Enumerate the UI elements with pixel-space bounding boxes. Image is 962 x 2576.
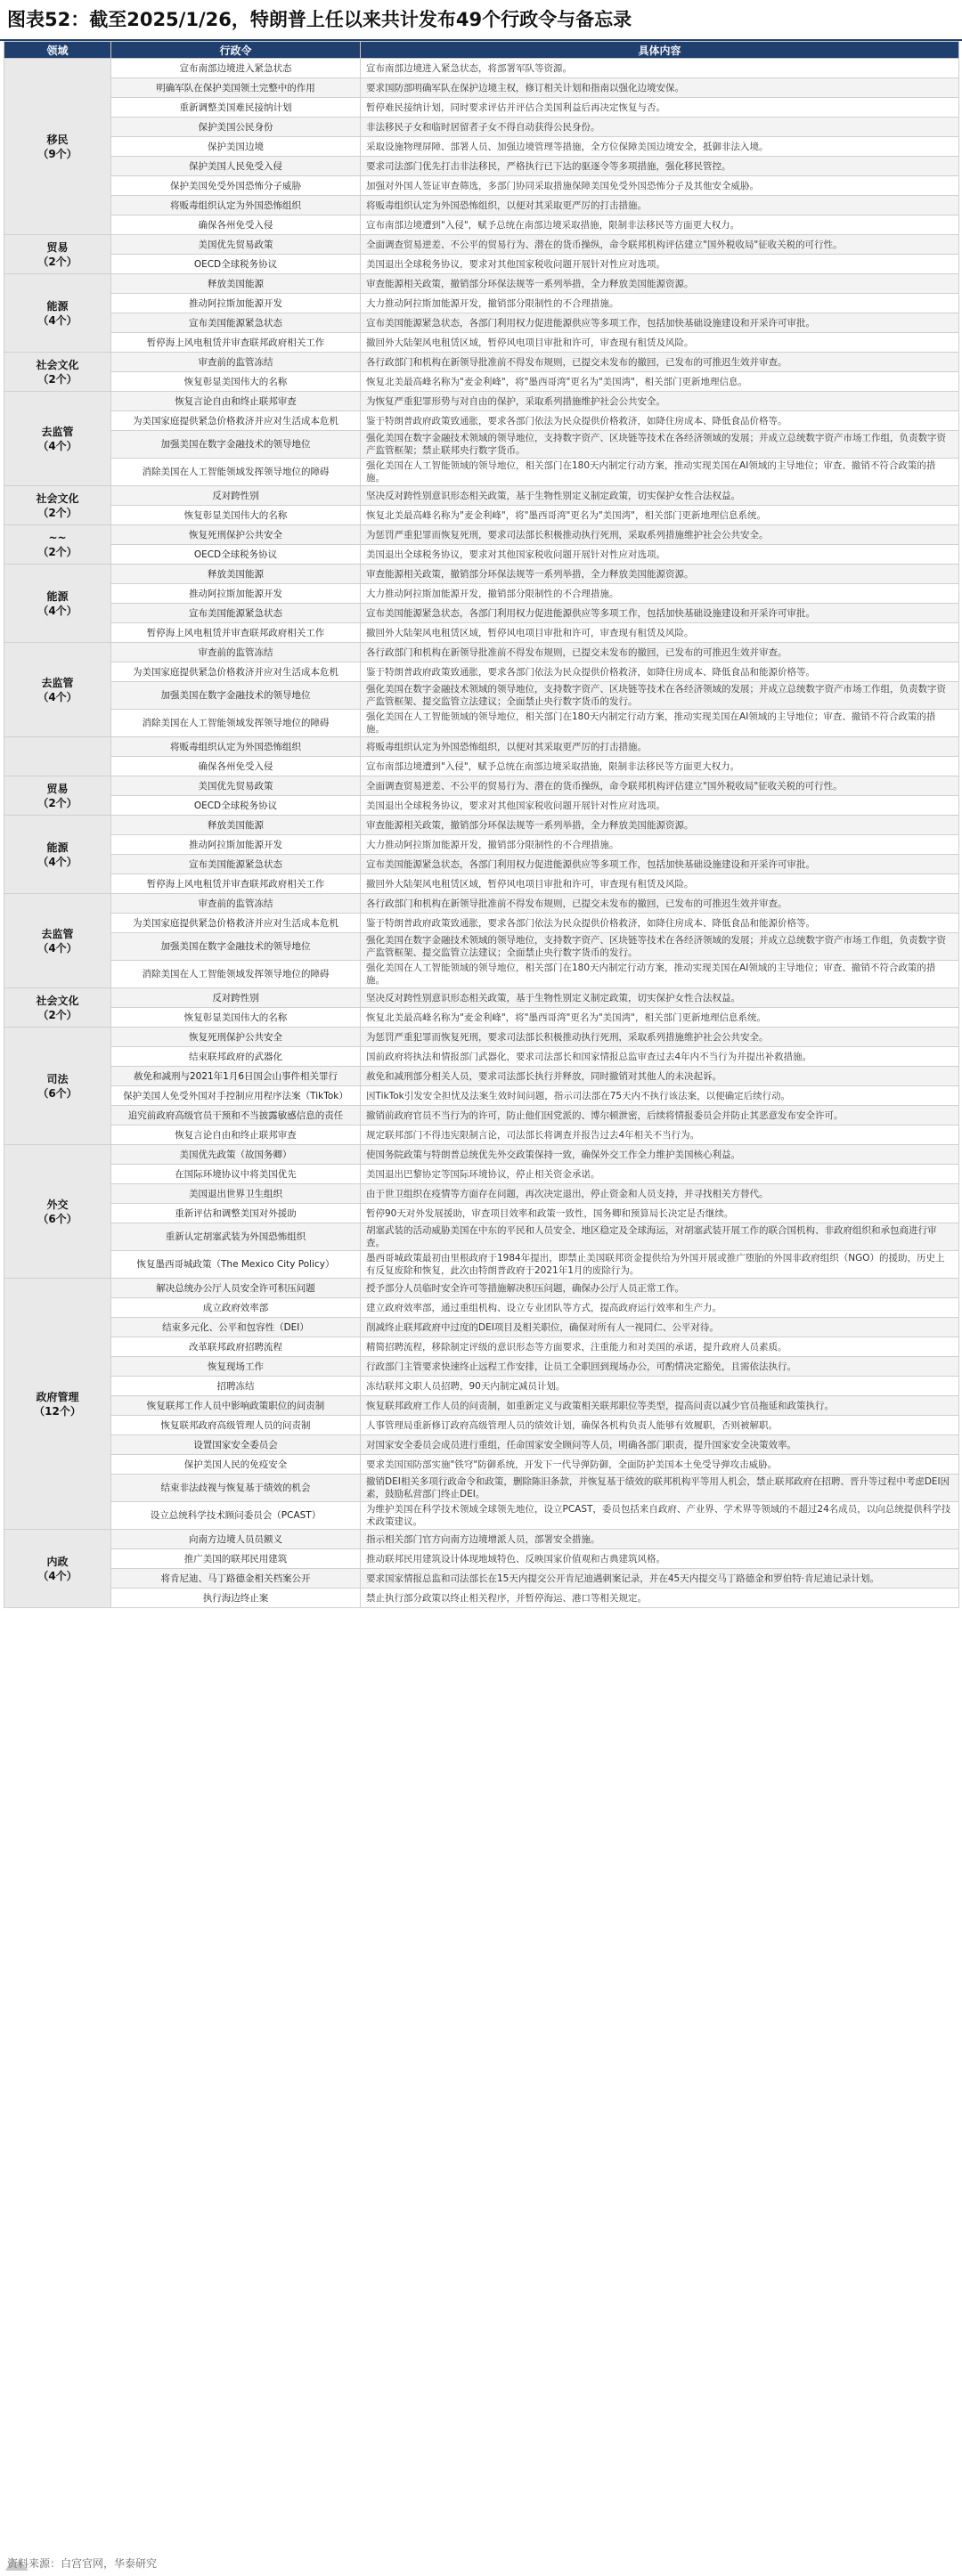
order-content-cell: 各行政部门和机构在新领导批准前不得发布规则，已提交未发布的撤回，已发布的可推迟生效并审查。 (361, 643, 959, 662)
table-row (4, 235, 959, 255)
table-row (4, 486, 959, 506)
order-name-cell: 暂停海上风电租赁并审查联邦政府相关工作 (111, 333, 361, 353)
table-row (4, 1416, 959, 1435)
order-content-cell: 国前政府将执法和情报部门武器化，要求司法部长和国家情报总监审查过去4年内不当行为并提出补救措施。 (361, 1047, 959, 1067)
table-row (4, 1435, 959, 1455)
domain-cell (4, 1145, 111, 1279)
order-content-cell: 对国家安全委员会成员进行重组，任命国家安全顾问等人员，明确各部门职责，提升国家安全决策效率。 (361, 1435, 959, 1455)
order-content-cell: 各行政部门和机构在新领导批准前不得发布规则，已提交未发布的撤回，已发布的可推迟生效并审查。 (361, 894, 959, 914)
order-name-cell: 反对跨性别 (111, 988, 361, 1008)
table-row (4, 1008, 959, 1028)
table-row (4, 157, 959, 176)
table-header-row (4, 42, 959, 59)
domain-cell (4, 643, 111, 737)
table-row (4, 961, 959, 988)
order-name-cell: 设置国家安全委员会 (111, 1435, 361, 1455)
order-content-cell: 非法移民子女和临时居留者子女不得自动获得公民身份。 (361, 118, 959, 137)
table-row (4, 1086, 959, 1106)
domain-name: 社会文化 (36, 492, 79, 505)
table-row (4, 1455, 959, 1475)
order-content-cell: 宣布南部边境遭到"入侵"，赋予总统在南部边境采取措施，限制非法移民等方面更大权力。 (361, 757, 959, 776)
order-name-cell: 美国优先贸易政策 (111, 235, 361, 255)
order-name-cell: 美国优先贸易政策 (111, 776, 361, 796)
domain-count: （4个） (37, 941, 77, 955)
order-name-cell: 推动阿拉斯加能源开发 (111, 294, 361, 313)
order-name-cell: 恢复死刑保护公共安全 (111, 1028, 361, 1047)
order-content-cell: 推动联邦民用建筑设计体现地域特色、反映国家价值观和古典建筑风格。 (361, 1549, 959, 1569)
domain-count: （4个） (37, 604, 77, 617)
order-name-cell: 结束联邦政府的武器化 (111, 1047, 361, 1067)
domain-name: 去监管 (41, 676, 74, 689)
order-content-cell: 将贩毒组织认定为外国恐怖组织，以便对其采取更严厉的打击措施。 (361, 196, 959, 215)
domain-name: 政府管理 (36, 1390, 79, 1403)
table-row (4, 1337, 959, 1357)
domain-count: （4个） (37, 1569, 77, 1582)
table-row (4, 1396, 959, 1416)
domain-name: 去监管 (41, 425, 74, 438)
order-content-cell: 鉴于特朗普政府政策致通胀，要求各部门依法为民众提供价格救济，如降住房成本、降低食品价格等。 (361, 411, 959, 431)
order-name-cell: 消除美国在人工智能领域发挥领导地位的障碍 (111, 710, 361, 737)
order-content-cell: 采取设施物理屏障、部署人员、加强边境管理等措施，全方位保障美国边境安全，抵御非法入境。 (361, 137, 959, 157)
order-content-cell: 宣布南部边境进入紧急状态，将部署军队等资源。 (361, 59, 959, 78)
order-content-cell: 削减终止联邦政府中过度的DEI项目及相关职位，确保对所有人一视同仁、公平对待。 (361, 1318, 959, 1337)
order-name-cell: 将肯尼迪、马丁路德金相关档案公开 (111, 1569, 361, 1589)
order-content-cell: 墨西哥城政策最初由里根政府于1984年提出，即禁止美国联邦资金提供给为外国开展或推广堕胎的外国非政府组织（NGO）的援助，历史上有反复废除和恢复，此次由特朗普政府于2021年1月的废除行为。 (361, 1251, 959, 1279)
order-content-cell: 为恢复严重犯罪形势与对自由的保护，采取系列措施维护社会公共安全。 (361, 392, 959, 411)
order-content-cell: 美国退出全球税务协议，要求对其他国家税收问题开展针对性应对选项。 (361, 545, 959, 565)
domain-cell (4, 988, 111, 1028)
domain-cell (4, 1530, 111, 1608)
order-content-cell: 为维护美国在科学技术领域全球领先地位，设立PCAST，委员包括来自政府、产业界、学术界等领域的不超过24名成员，以向总统提供科学技术政策建议。 (361, 1502, 959, 1530)
order-name-cell: 在国际环境协议中将美国优先 (111, 1165, 361, 1184)
order-content-cell: 强化美国在人工智能领域的领导地位，相关部门在180天内制定行动方案，推动实现美国在AI领域的主导地位；审查、撤销不符合政策的措施。 (361, 459, 959, 486)
order-name-cell: OECD全球税务协议 (111, 796, 361, 816)
order-content-cell: 要求司法部门优先打击非法移民，严格执行已下达的驱逐令等多项措施，强化移民管控。 (361, 157, 959, 176)
domain-cell (4, 565, 111, 643)
order-name-cell: 保护美国免受外国恐怖分子威胁 (111, 176, 361, 196)
order-content-cell: 大力推动阿拉斯加能源开发，撤销部分限制性的不合理措施。 (361, 584, 959, 604)
order-name-cell: 恢复墨西哥城政策（The Mexico City Policy） (111, 1251, 361, 1279)
order-name-cell: 保护美国边境 (111, 137, 361, 157)
table-row (4, 1106, 959, 1125)
order-content-cell: 授予部分人员临时安全许可等措施解决积压问题，确保办公厅人员正常工作。 (361, 1279, 959, 1298)
order-name-cell: 宣布美国能源紧急状态 (111, 855, 361, 874)
order-name-cell: 为美国家庭提供紧急价格救济并应对生活成本危机 (111, 411, 361, 431)
order-name-cell: 恢复死刑保护公共安全 (111, 525, 361, 545)
order-content-cell: 全面调查贸易逆差、不公平的贸易行为、潜在的货币操纵，命令联邦机构评估建立"国外税收局"征收关税的可行性。 (361, 776, 959, 796)
table-row (4, 662, 959, 682)
table-row (4, 835, 959, 855)
order-content-cell: 赦免和减刑部分相关人员，要求司法部长执行并释放，同时撤销对其他人的未决起诉。 (361, 1067, 959, 1086)
order-name-cell: 将贩毒组织认定为外国恐怖组织 (111, 737, 361, 757)
order-content-cell: 撤回外大陆架风电租赁区域，暂停风电项目审批和许可，审查现有租赁及风险。 (361, 333, 959, 353)
order-content-cell: 由于世卫组织在疫情等方面存在问题，再次决定退出，停止资金和人员支持，并寻找相关方替代。 (361, 1184, 959, 1204)
table-row (4, 1028, 959, 1047)
order-content-cell: 要求国防部明确军队在保护边境主权，修订相关计划和指南以强化边境安保。 (361, 78, 959, 98)
domain-count: （2个） (37, 1008, 77, 1021)
order-content-cell: 禁止执行部分政策以终止相关程序，并暂停海运、港口等相关规定。 (361, 1589, 959, 1608)
table-row (4, 372, 959, 392)
order-content-cell: 坚决反对跨性别意识形态相关政策，基于生物性别定义制定政策，切实保护女性合法权益。 (361, 988, 959, 1008)
domain-count: （4个） (37, 313, 77, 327)
order-name-cell: 重新评估和调整美国对外援助 (111, 1204, 361, 1223)
domain-name: 司法 (46, 1072, 69, 1085)
order-content-cell: 撤回外大陆架风电租赁区域，暂停风电项目审批和许可，审查现有租赁及风险。 (361, 623, 959, 643)
domain-cell (4, 392, 111, 486)
table-row (4, 1589, 959, 1608)
order-content-cell: 全面调查贸易逆差、不公平的贸易行为、潜在的货币操纵，命令联邦机构评估建立"国外税收局"征收关税的可行性。 (361, 235, 959, 255)
table-row (4, 431, 959, 459)
table-row (4, 59, 959, 78)
domain-name: 社会文化 (36, 358, 79, 371)
order-name-cell: 解决总统办公厅人员安全许可积压问题 (111, 1279, 361, 1298)
order-content-cell: 大力推动阿拉斯加能源开发，撤销部分限制性的不合理措施。 (361, 294, 959, 313)
table-row (4, 1549, 959, 1569)
order-content-cell: 强化美国在人工智能领域的领导地位，相关部门在180天内制定行动方案，推动实现美国在AI领域的主导地位；审查、撤销不符合政策的措施。 (361, 961, 959, 988)
header-content: 具体内容 (361, 42, 959, 59)
domain-count: （6个） (37, 1212, 77, 1225)
domain-cell (4, 525, 111, 565)
order-name-cell: 保护美国公民身份 (111, 118, 361, 137)
domain-name: 社会文化 (36, 994, 79, 1007)
table-row (4, 776, 959, 796)
domain-name: 能源 (46, 841, 69, 854)
table-row (4, 459, 959, 486)
order-name-cell: 结束非法歧视与恢复基于绩效的机会 (111, 1475, 361, 1502)
table-row (4, 545, 959, 565)
order-name-cell: 审查前的监管冻结 (111, 353, 361, 372)
order-content-cell: 恢复北美最高峰名称为"麦金利峰"，将"墨西哥湾"更名为"美国湾"，相关部门更新地理信息系统。 (361, 1008, 959, 1028)
order-name-cell: 明确军队在保护美国领土完整中的作用 (111, 78, 361, 98)
table-row (4, 894, 959, 914)
order-name-cell: 结束多元化、公平和包容性（DEI） (111, 1318, 361, 1337)
order-content-cell: 胡塞武装的活动威胁美国在中东的平民和人员安全、地区稳定及全球海运，对胡塞武装开展工作的联合国机构、非政府组织和承包商进行审查。 (361, 1223, 959, 1251)
domain-count: （2个） (37, 796, 77, 809)
domain-name: 移民 (46, 133, 69, 146)
order-name-cell: 保护美国人免受外国对手控制应用程序法案（TikTok） (111, 1086, 361, 1106)
table-row (4, 506, 959, 525)
table-row (4, 1204, 959, 1223)
table-row (4, 1184, 959, 1204)
domain-cell (4, 353, 111, 392)
order-name-cell: 为美国家庭提供紧急价格救济并应对生活成本危机 (111, 914, 361, 933)
order-name-cell: 审查前的监管冻结 (111, 643, 361, 662)
domain-name: 内政 (46, 1555, 69, 1568)
table-row (4, 1530, 959, 1549)
domain-cell (4, 737, 111, 776)
table-row (4, 313, 959, 333)
table-row (4, 1298, 959, 1318)
table-row (4, 682, 959, 710)
order-content-cell: 暂停90天对外发展援助，审查项目效率和政策一致性，国务卿和预算局长决定是否继续。 (361, 1204, 959, 1223)
order-name-cell: 恢复言论自由和终止联邦审查 (111, 1125, 361, 1145)
domain-name: 能源 (46, 589, 69, 603)
order-content-cell: 恢复联邦政府工作人员的问责制，如重新定义与政策相关联邦职位等类型，提高问责以减少官员拖延和政策执行。 (361, 1396, 959, 1416)
order-name-cell: 宣布美国能源紧急状态 (111, 604, 361, 623)
table-row (4, 1251, 959, 1279)
table-row (4, 1067, 959, 1086)
table-row (4, 757, 959, 776)
order-content-cell: 强化美国在数字金融技术领域的领导地位，支持数字资产、区块链等技术在各经济领域的发展；并成立总统数字资产市场工作组，负责数字资产监管框架；禁止联邦央行数字货币。 (361, 431, 959, 459)
source-footnote: 资料来源：白宫官网，华泰研究 (7, 2557, 158, 2570)
domain-count: （4个） (37, 690, 77, 703)
order-content-cell: 各行政部门和机构在新领导批准前不得发布规则，已提交未发布的撤回，已发布的可推迟生效并审查。 (361, 353, 959, 372)
table-row (4, 1125, 959, 1145)
header-order: 行政令 (111, 42, 361, 59)
domain-name: 能源 (46, 299, 69, 313)
table-row (4, 914, 959, 933)
table-row (4, 196, 959, 215)
table-row (4, 584, 959, 604)
table-row (4, 643, 959, 662)
order-name-cell: 宣布南部边境进入紧急状态 (111, 59, 361, 78)
table-row (4, 1145, 959, 1165)
order-content-cell: 美国退出巴黎协定等国际环境协议，停止相关资金承诺。 (361, 1165, 959, 1184)
table-row (4, 294, 959, 313)
order-name-cell: 释放美国能源 (111, 274, 361, 294)
order-name-cell: 释放美国能源 (111, 565, 361, 584)
order-name-cell: 释放美国能源 (111, 816, 361, 835)
figure-title: 图表52：截至2025/1/26，特朗普上任以来共计发布49个行政令与备忘录 (0, 0, 962, 41)
domain-cell (4, 486, 111, 525)
order-content-cell: 要求美国国防部实施"铁穹"防御系统，开发下一代导弹防御，全面防护美国本土免受导弹攻击威胁。 (361, 1455, 959, 1475)
order-content-cell: 宣布南部边境遭到"入侵"，赋予总统在南部边境采取措施，限制非法移民等方面更大权力。 (361, 215, 959, 235)
domain-count: （2个） (37, 545, 77, 558)
table-row (4, 1223, 959, 1251)
order-content-cell: 撤回外大陆架风电租赁区域，暂停风电项目审批和许可，审查现有租赁及风险。 (361, 874, 959, 894)
order-content-cell: 恢复北美最高峰名称为"麦金利峰"，将"墨西哥湾"更名为"美国湾"，相关部门更新地理信息。 (361, 372, 959, 392)
table-row (4, 525, 959, 545)
table-body (4, 59, 959, 1608)
order-content-cell: 规定联邦部门不得违宪限制言论，司法部长将调查并报告过去4年相关不当行为。 (361, 1125, 959, 1145)
table-row (4, 737, 959, 757)
order-name-cell: 恢复彰显美国伟大的名称 (111, 1008, 361, 1028)
order-name-cell: 为美国家庭提供紧急价格救济并应对生活成本危机 (111, 662, 361, 682)
table-row (4, 353, 959, 372)
order-name-cell: 确保各州免受入侵 (111, 757, 361, 776)
order-content-cell: 宣布美国能源紧急状态，各部门利用权力促进能源供应等多项工作，包括加快基础设施建设和开采许可审批。 (361, 855, 959, 874)
table-row (4, 816, 959, 835)
order-content-cell: 审查能源相关政策，撤销部分环保法规等一系列举措，全力释放美国能源资源。 (361, 274, 959, 294)
order-content-cell: 将贩毒组织认定为外国恐怖组织，以便对其采取更严厉的打击措施。 (361, 737, 959, 757)
order-name-cell: 加强美国在数字金融技术的领导地位 (111, 933, 361, 961)
order-name-cell: 加强美国在数字金融技术的领导地位 (111, 682, 361, 710)
order-content-cell: 建立政府效率部，通过重组机构、设立专业团队等方式，提高政府运行效率和生产力。 (361, 1298, 959, 1318)
order-name-cell: 将贩毒组织认定为外国恐怖组织 (111, 196, 361, 215)
order-name-cell: OECD全球税务协议 (111, 255, 361, 274)
order-name-cell: 暂停海上风电租赁并审查联邦政府相关工作 (111, 874, 361, 894)
table-row (4, 933, 959, 961)
order-content-cell: 大力推动阿拉斯加能源开发，撤销部分限制性的不合理措施。 (361, 835, 959, 855)
order-name-cell: 暂停海上风电租赁并审查联邦政府相关工作 (111, 623, 361, 643)
order-name-cell: 招聘冻结 (111, 1377, 361, 1396)
order-name-cell: 成立政府效率部 (111, 1298, 361, 1318)
order-content-cell: 人事管理局重新修订政府高级管理人员的绩效计划，确保各机构负责人能够有效履职，否则被解职。 (361, 1416, 959, 1435)
order-name-cell: 美国优先政策（故国务卿） (111, 1145, 361, 1165)
table-row (4, 710, 959, 737)
order-content-cell: 加强对外国人签证审查筛选，多部门协同采取措施保障美国免受外国恐怖分子及其他安全威胁。 (361, 176, 959, 196)
order-content-cell: 恢复北美最高峰名称为"麦金利峰"，将"墨西哥湾"更名为"美国湾"，相关部门更新地理信息系统。 (361, 506, 959, 525)
table-row (4, 333, 959, 353)
order-name-cell: 追究前政府高级官员干预和不当披露敏感信息的责任 (111, 1106, 361, 1125)
order-content-cell: 强化美国在数字金融技术领域的领导地位，支持数字资产、区块链等技术在各经济领域的发展；并成立总统数字资产市场工作组，负责数字资产监管框架、提交监管立法建议；全面禁止央行数字货币的发行。 (361, 682, 959, 710)
table-row (4, 565, 959, 584)
order-name-cell: 美国退出世界卫生组织 (111, 1184, 361, 1204)
order-content-cell: 指示相关部门官方向南方边境增派人员，部署安全措施。 (361, 1530, 959, 1549)
domain-count: （9个） (37, 147, 77, 160)
domain-cell (4, 816, 111, 894)
order-content-cell: 美国退出全球税务协议，要求对其他国家税收问题开展针对性应对选项。 (361, 796, 959, 816)
order-name-cell: 恢复联邦工作人员中影响政策职位的问责制 (111, 1396, 361, 1416)
order-content-cell: 为惩罚严重犯罪而恢复死刑，要求司法部长积极推动执行死刑，采取系列措施维护社会公共安全。 (361, 525, 959, 545)
order-name-cell: 消除美国在人工智能领域发挥领导地位的障碍 (111, 459, 361, 486)
order-name-cell: OECD全球税务协议 (111, 545, 361, 565)
table-row (4, 215, 959, 235)
order-content-cell: 审查能源相关政策，撤销部分环保法规等一系列举措，全力释放美国能源资源。 (361, 565, 959, 584)
order-name-cell: 恢复彰显美国伟大的名称 (111, 372, 361, 392)
table-row (4, 604, 959, 623)
table-row (4, 98, 959, 118)
order-name-cell: 设立总统科学技术顾问委员会（PCAST） (111, 1502, 361, 1530)
order-name-cell: 向南方边境人员员额义 (111, 1530, 361, 1549)
domain-count: （2个） (37, 372, 77, 386)
order-name-cell: 推广美国的联邦民用建筑 (111, 1549, 361, 1569)
table-row (4, 988, 959, 1008)
domain-count: （4个） (37, 439, 77, 452)
domain-cell (4, 235, 111, 274)
order-content-cell: 宣布美国能源紧急状态，各部门利用权力促进能源供应等多项工作，包括加快基础设施建设和开采许可审批。 (361, 604, 959, 623)
order-content-cell: 审查能源相关政策，撤销部分环保法规等一系列举措，全力释放美国能源资源。 (361, 816, 959, 835)
table-row (4, 176, 959, 196)
order-content-cell: 美国退出全球税务协议，要求对其他国家税收问题开展针对性应对选项。 (361, 255, 959, 274)
order-name-cell: 推动阿拉斯加能源开发 (111, 584, 361, 604)
table-row (4, 1047, 959, 1067)
header-domain: 领域 (4, 42, 111, 59)
order-name-cell: 恢复彰显美国伟大的名称 (111, 506, 361, 525)
table-row (4, 274, 959, 294)
table-row (4, 1569, 959, 1589)
order-content-cell: 强化美国在人工智能领域的领导地位，相关部门在180天内制定行动方案，推动实现美国在AI领域的主导地位；审查、撤销不符合政策的措施。 (361, 710, 959, 737)
table-row (4, 1165, 959, 1184)
domain-name: ~~ (48, 531, 67, 544)
order-name-cell: 加强美国在数字金融技术的领导地位 (111, 431, 361, 459)
order-name-cell: 保护美国人民免受入侵 (111, 157, 361, 176)
order-content-cell: 鉴于特朗普政府政策致通胀，要求各部门依法为民众提供价格救济，如降住房成本、降低食品和能源价格等。 (361, 914, 959, 933)
table-row (4, 78, 959, 98)
table-row (4, 874, 959, 894)
order-content-cell: 使国务院政策与特朗普总统优先外交政策保持一致，确保外交工作全力维护美国核心利益。 (361, 1145, 959, 1165)
domain-count: （4个） (37, 855, 77, 868)
table-row (4, 796, 959, 816)
table-row (4, 1357, 959, 1377)
order-content-cell: 撤销DEI相关多项行政命令和政策，删除陈旧条款，并恢复基于绩效的联邦机构平等用人机会，禁止联邦政府在招聘、晋升等过程中考虑DEI因素，鼓励私营部门终止DEI。 (361, 1475, 959, 1502)
table-row (4, 1279, 959, 1298)
domain-count: （12个） (34, 1404, 81, 1418)
domain-count: （2个） (37, 255, 77, 268)
table-row (4, 255, 959, 274)
order-name-cell: 反对跨性别 (111, 486, 361, 506)
domain-name: 外交 (46, 1198, 69, 1211)
order-name-cell: 审查前的监管冻结 (111, 894, 361, 914)
table-row (4, 411, 959, 431)
order-content-cell: 撤销前政府官员不当行为的许可，防止他们因党派的、博尔顿泄密，后续将情报委员会并防止其恶意发布安全许可。 (361, 1106, 959, 1125)
domain-count: （6个） (37, 1086, 77, 1100)
table-row (4, 1502, 959, 1530)
table-row (4, 1475, 959, 1502)
order-content-cell: 行政部门主管要求快速终止远程工作安排，让员工全职回到现场办公，可酌情决定豁免，且需依法执行。 (361, 1357, 959, 1377)
order-content-cell: 强化美国在数字金融技术领域的领导地位，支持数字资产、区块链等技术在各经济领域的发展；并成立总统数字资产市场工作组，负责数字资产监管框架、提交监管立法建议；全面禁止央行数字货币的发行。 (361, 933, 959, 961)
order-name-cell: 恢复现场工作 (111, 1357, 361, 1377)
order-content-cell: 鉴于特朗普政府政策致通胀，要求各部门依法为民众提供价格救济，如降住房成本、降低食品和能源价格等。 (361, 662, 959, 682)
order-content-cell: 为惩罚严重犯罪而恢复死刑，要求司法部长积极推动执行死刑，采取系列措施维护社会公共安全。 (361, 1028, 959, 1047)
order-content-cell: 暂停难民接纳计划，同时要求评估并评估合美国利益后再决定恢复与否。 (361, 98, 959, 118)
domain-cell (4, 274, 111, 353)
domain-cell (4, 776, 111, 816)
order-name-cell: 保护美国人民的免疫安全 (111, 1455, 361, 1475)
domain-cell (4, 59, 111, 235)
order-content-cell: 宣布美国能源紧急状态，各部门利用权力促进能源供应等多项工作，包括加快基础设施建设和开采许可审批。 (361, 313, 959, 333)
domain-cell (4, 1028, 111, 1145)
order-name-cell: 重新认定胡塞武装为外国恐怖组织 (111, 1223, 361, 1251)
order-name-cell: 确保各州免受入侵 (111, 215, 361, 235)
table-row (4, 118, 959, 137)
table-row (4, 623, 959, 643)
table-row (4, 137, 959, 157)
domain-name: 贸易 (46, 240, 69, 254)
order-name-cell: 恢复言论自由和终止联邦审查 (111, 392, 361, 411)
executive-orders-table (4, 41, 959, 1608)
domain-cell (4, 894, 111, 988)
order-content-cell: 冻结联邦文职人员招聘，90天内制定减员计划。 (361, 1377, 959, 1396)
table-row (4, 392, 959, 411)
order-name-cell: 宣布美国能源紧急状态 (111, 313, 361, 333)
domain-cell (4, 1279, 111, 1530)
order-name-cell: 推动阿拉斯加能源开发 (111, 835, 361, 855)
order-content-cell: 精简招聘流程，移除制定评级的意识形态等方面要求，注重能力和对美国的承诺，提升政府人员素质。 (361, 1337, 959, 1357)
order-content-cell: 要求国家情报总监和司法部长在15天内提交公开肯尼迪遇刺案记录，并在45天内提交马丁路德金和罗伯特·肯尼迪记录计划。 (361, 1569, 959, 1589)
order-name-cell: 改革联邦政府招聘流程 (111, 1337, 361, 1357)
order-name-cell: 执行海边终止案 (111, 1589, 361, 1608)
domain-name: 贸易 (46, 782, 69, 795)
order-name-cell: 重新调整美国难民接纳计划 (111, 98, 361, 118)
table-row (4, 855, 959, 874)
table-row (4, 1318, 959, 1337)
domain-count: （2个） (37, 506, 77, 519)
order-name-cell: 恢复联邦政府高级管理人员的问责制 (111, 1416, 361, 1435)
order-name-cell: 消除美国在人工智能领域发挥领导地位的障碍 (111, 961, 361, 988)
order-content-cell: 因TikTok引发安全担忧及法案生效时间问题，指示司法部在75天内不执行该法案，以便确定后续行动。 (361, 1086, 959, 1106)
order-name-cell: 赦免和减刑与2021年1月6日国会山事件相关罪行 (111, 1067, 361, 1086)
domain-name: 去监管 (41, 927, 74, 940)
table-row (4, 1377, 959, 1396)
order-content-cell: 坚决反对跨性别意识形态相关政策，基于生物性别定义制定政策，切实保护女性合法权益。 (361, 486, 959, 506)
